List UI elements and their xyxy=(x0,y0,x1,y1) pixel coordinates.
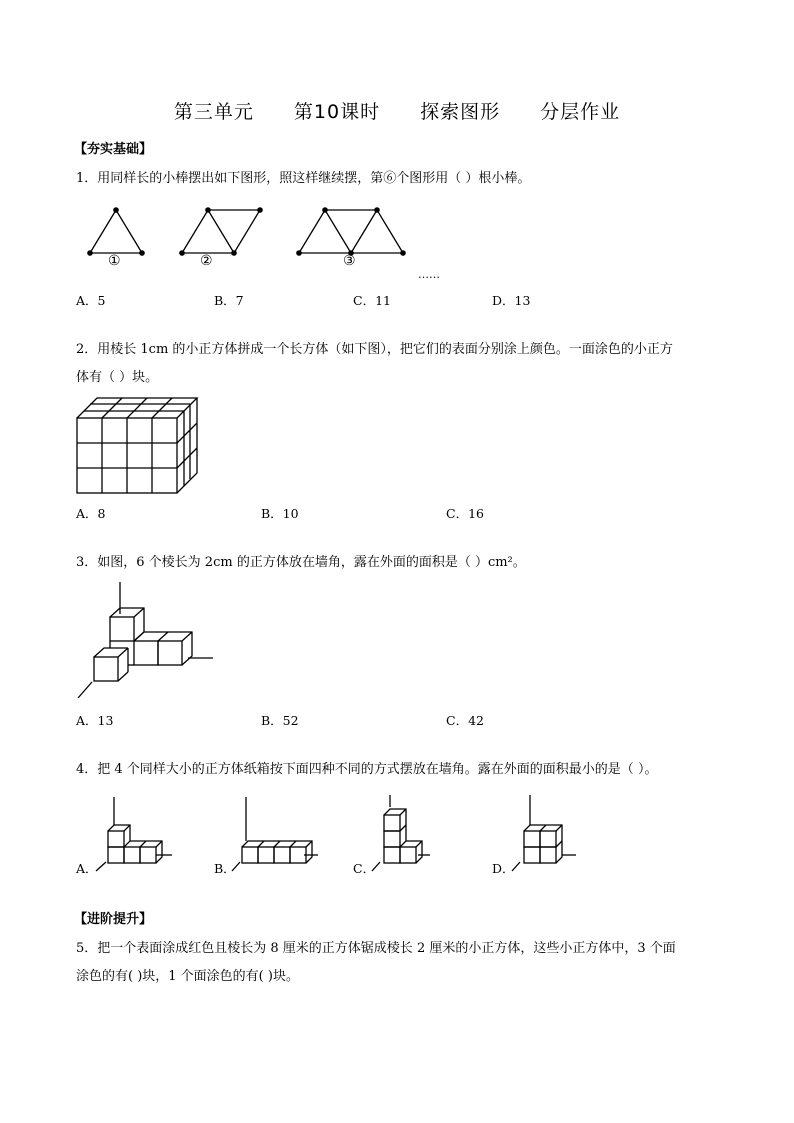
title-type: 分层作业 xyxy=(540,101,621,123)
q1-option-d[interactable]: D．13 xyxy=(492,293,531,308)
question-3-corner-cubes-figure xyxy=(76,580,216,705)
q4-option-a[interactable]: A． xyxy=(76,861,98,876)
question-1-text: 1．用同样长的小棒摆出如下图形，照这样继续摆，第⑥个图形用（ ）根小棒。 xyxy=(76,171,531,186)
q1-ellipsis: …… xyxy=(418,268,440,281)
q3-option-a[interactable]: A．13 xyxy=(76,713,114,728)
q1-option-c[interactable]: C．11 xyxy=(353,293,391,308)
q3-option-c[interactable]: C．42 xyxy=(446,713,484,728)
q1-label-2: ② xyxy=(200,253,213,269)
q1-option-b[interactable]: B．7 xyxy=(214,293,244,308)
q4-figure-d xyxy=(512,795,582,870)
question-4-text: 4．把 4 个同样大小的正方体纸箱按下面四种不同的方式摆放在墙角。露在外面的面积最小的是（ ）。 xyxy=(76,762,658,777)
section-basic-heading: 【夯实基础】 xyxy=(74,142,153,157)
question-2-line-2: 体有（ ）块。 xyxy=(76,370,159,385)
question-3-text: 3．如图，6 个棱长为 2cm 的正方体放在墙角，露在外面的面积是（ ）cm²。 xyxy=(76,555,526,570)
q4-option-d[interactable]: D． xyxy=(492,861,515,876)
title-lesson: 第10课时 xyxy=(293,101,381,123)
q1-option-a[interactable]: A．5 xyxy=(76,293,106,308)
question-1-triangles-figure xyxy=(80,205,420,280)
title-topic: 探索图形 xyxy=(420,101,501,123)
title-unit: 第三单元 xyxy=(173,101,254,123)
q4-figure-b xyxy=(232,795,322,870)
q1-label-3: ③ xyxy=(343,253,356,269)
q2-option-c[interactable]: C．16 xyxy=(446,506,484,521)
q4-figure-c xyxy=(372,795,432,870)
q4-option-c[interactable]: C． xyxy=(353,861,376,876)
q4-figure-a xyxy=(92,795,172,870)
question-5-line-2: 涂色的有( )块，1 个面涂色的有( )块。 xyxy=(76,969,299,984)
q2-option-a[interactable]: A．8 xyxy=(76,506,106,521)
question-2-cuboid-figure xyxy=(76,396,201,496)
question-2-line-1: 2．用棱长 1cm 的小正方体拼成一个长方体（如下图），把它们的表面分别涂上颜色。一面涂色的小正方 xyxy=(76,342,673,357)
section-advanced-heading: 【进阶提升】 xyxy=(74,912,153,927)
page-title xyxy=(0,97,794,124)
q3-option-b[interactable]: B．52 xyxy=(261,713,299,728)
q2-option-b[interactable]: B．10 xyxy=(261,506,299,521)
question-5-line-1: 5．把一个表面涂成红色且棱长为 8 厘米的正方体锯成棱长 2 厘米的小正方体，这些小正方体中，3 个面 xyxy=(76,941,676,956)
q1-label-1: ① xyxy=(108,253,121,269)
q4-option-b[interactable]: B． xyxy=(214,861,236,876)
